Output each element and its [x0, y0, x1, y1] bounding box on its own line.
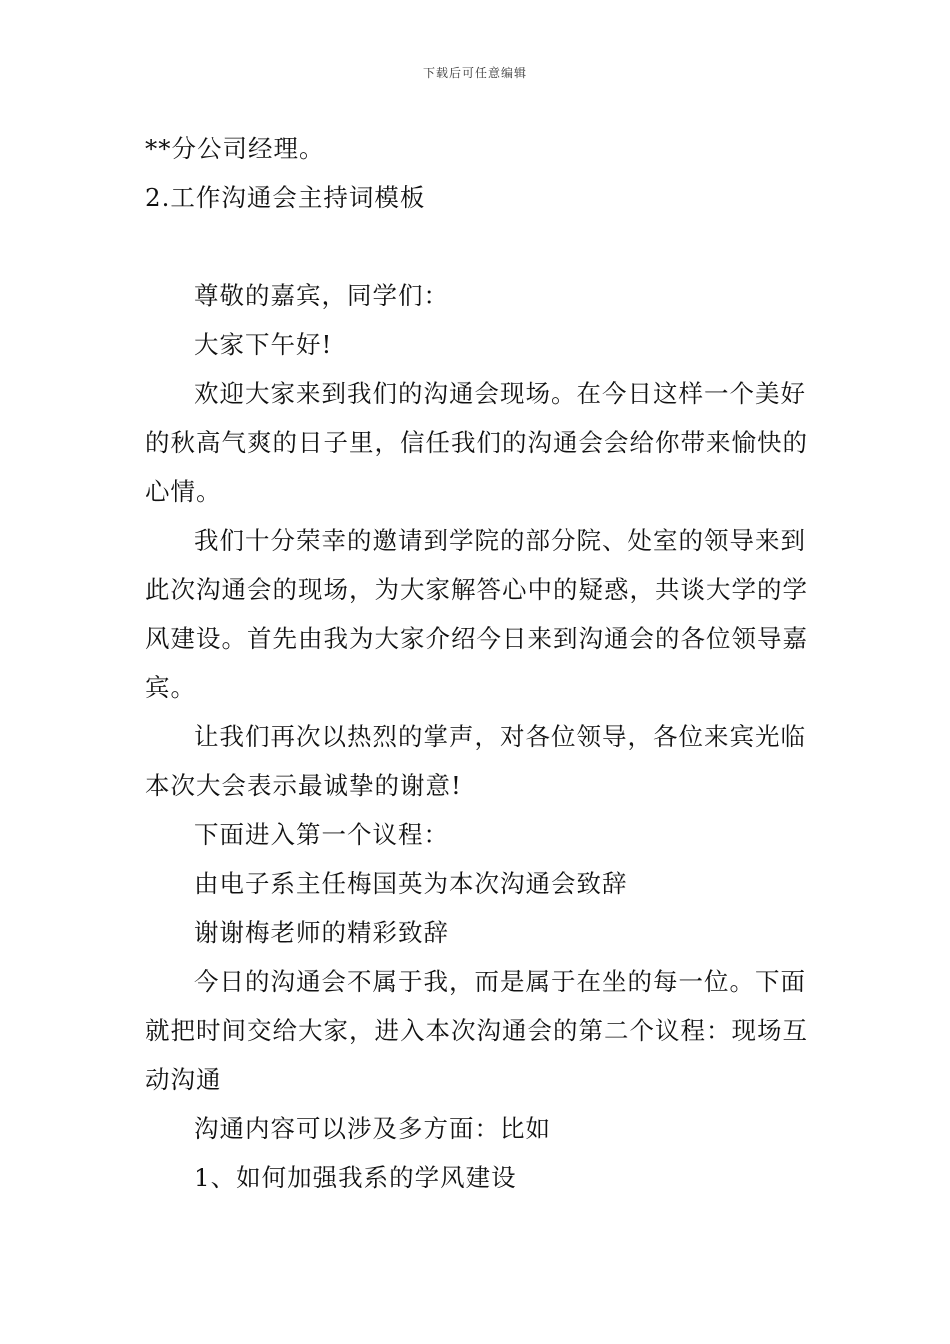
paragraph-agenda-two: 今日的沟通会不属于我，而是属于在坐的每一位。下面就把时间交给大家，进入本次沟通会的第二个议程：现场互动沟通: [145, 967, 808, 1094]
paragraph-topics: 沟通内容可以涉及多方面：比如: [194, 1114, 551, 1143]
paragraph-invitation: 我们十分荣幸的邀请到学院的部分院、处室的领导来到此次沟通会的现场，为大家解答心中的疑惑，共谈大学的学风建设。首先由我为大家介绍今日来到沟通会的各位领导嘉宾。: [145, 526, 808, 702]
paragraph-closing-line: **分公司经理。: [145, 134, 325, 163]
paragraph-welcome: 欢迎大家来到我们的沟通会现场。在今日这样一个美好的秋高气爽的日子里，信任我们的沟通会会给你带来愉快的心情。: [145, 379, 808, 506]
document-body: [145, 124, 810, 1202]
paragraph-thanks-speech: 谢谢梅老师的精彩致辞: [194, 918, 449, 947]
list-item-topic-1: 1、如何加强我系的学风建设: [194, 1163, 517, 1192]
page-header: 下载后可任意编辑: [422, 66, 527, 80]
section-heading: 2.工作沟通会主持词模板: [145, 183, 426, 212]
paragraph-salutation: 尊敬的嘉宾，同学们：: [194, 281, 449, 310]
paragraph-greeting: 大家下午好!: [194, 330, 333, 359]
paragraph-thanks: 让我们再次以热烈的掌声，对各位领导，各位来宾光临本次大会表示最诚挚的谢意!: [145, 722, 806, 800]
blank-line: [145, 222, 810, 271]
paragraph-agenda-one: 下面进入第一个议程：: [194, 820, 449, 849]
paragraph-speech: 由电子系主任梅国英为本次沟通会致辞: [194, 869, 628, 898]
